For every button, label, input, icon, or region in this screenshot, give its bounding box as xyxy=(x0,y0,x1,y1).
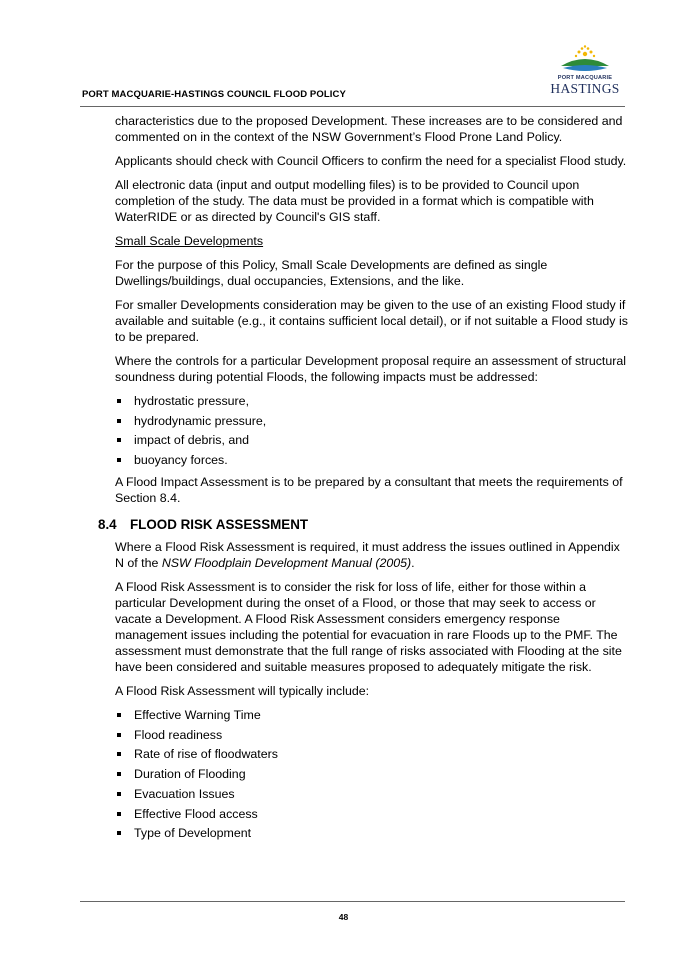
logo-emblem-icon xyxy=(549,44,621,76)
manual-title: NSW Floodplain Development Manual (2005) xyxy=(161,556,412,571)
list-item: Evacuation Issues xyxy=(115,786,630,802)
paragraph: Applicants should check with Council Officers to confirm the need for a specialist Flood study. xyxy=(115,154,627,168)
paragraph: All electronic data (input and output modelling files) is to be provided to Council upon completion of the study. The data must be provided in a format which is compatible with WaterRIDE or as directed by Council's GIS staff. xyxy=(115,178,594,224)
section-number: 8.4 xyxy=(98,517,117,533)
paragraph: Where the controls for a particular Development proposal require an assessment of structural soundness during potential Floods, the following impacts must be addressed: xyxy=(115,354,627,384)
paragraph xyxy=(115,539,630,571)
list-item: Flood readiness xyxy=(115,727,630,743)
list-item: Duration of Flooding xyxy=(115,766,630,782)
list-item: hydrodynamic pressure, xyxy=(115,413,630,429)
list-item: Effective Warning Time xyxy=(115,707,630,723)
paragraph: characteristics due to the proposed Development. These increases are to be considered and commented on in the context of the NSW Government’s Flood Prone Land Policy. xyxy=(115,114,623,144)
paragraph: For the purpose of this Policy, Small Scale Developments are defined as single Dwellings/buildings, dual occupancies, Extensions, and the like. xyxy=(115,258,548,288)
logo-text-top: PORT MACQUARIE xyxy=(557,75,613,81)
list-item: buoyancy forces. xyxy=(115,452,630,468)
section-heading xyxy=(98,517,630,533)
paragraph: A Flood Risk Assessment is to consider the risk for loss of life, either for those within a particular Development during the onset of a Flood, or those that may seek to access or vacate a Development. A Flood Risk Assessment considers emergency response management issues including the potential for evacuation in rare Floods up to the PMF. The assessment must demonstrate that the full range of risks associated with Flooding at the site have been considered and suitable measures proposed to adequately mitigate the risk. xyxy=(115,580,622,675)
footer-divider xyxy=(80,901,625,902)
header-title: PORT MACQUARIE-HASTINGS COUNCIL FLOOD POLICY xyxy=(82,89,346,100)
council-logo xyxy=(549,44,621,100)
subheading-text: Small Scale Developments xyxy=(115,234,264,248)
list-item: impact of debris, and xyxy=(115,432,630,448)
body-content xyxy=(98,113,630,847)
logo-text-bottom: HASTINGS xyxy=(550,81,620,96)
paragraph-end: . xyxy=(411,556,415,571)
impacts-list xyxy=(115,393,630,468)
paragraph-text: Where a Flood Risk Assessment is required, it must address the issues outlined in Appendix N of the xyxy=(115,540,620,571)
list-item: Rate of rise of floodwaters xyxy=(115,746,630,762)
section-title: FLOOD RISK ASSESSMENT xyxy=(130,517,309,533)
page-number: 48 xyxy=(338,912,349,922)
assessment-list xyxy=(115,707,630,841)
paragraph: A Flood Risk Assessment will typically include: xyxy=(115,684,370,699)
subheading-small-scale xyxy=(115,233,630,249)
list-item: Effective Flood access xyxy=(115,806,630,822)
paragraph: A Flood Impact Assessment is to be prepared by a consultant that meets the requirements of Section 8.4. xyxy=(115,475,623,506)
header-divider xyxy=(80,106,625,107)
paragraph: For smaller Developments consideration may be given to the use of an existing Flood study if available and suitable (e.g., it contains sufficient local detail), or if not suitable a Flood study is to be prepared. xyxy=(115,298,628,344)
list-item: hydrostatic pressure, xyxy=(115,393,630,409)
list-item: Type of Development xyxy=(115,825,630,841)
